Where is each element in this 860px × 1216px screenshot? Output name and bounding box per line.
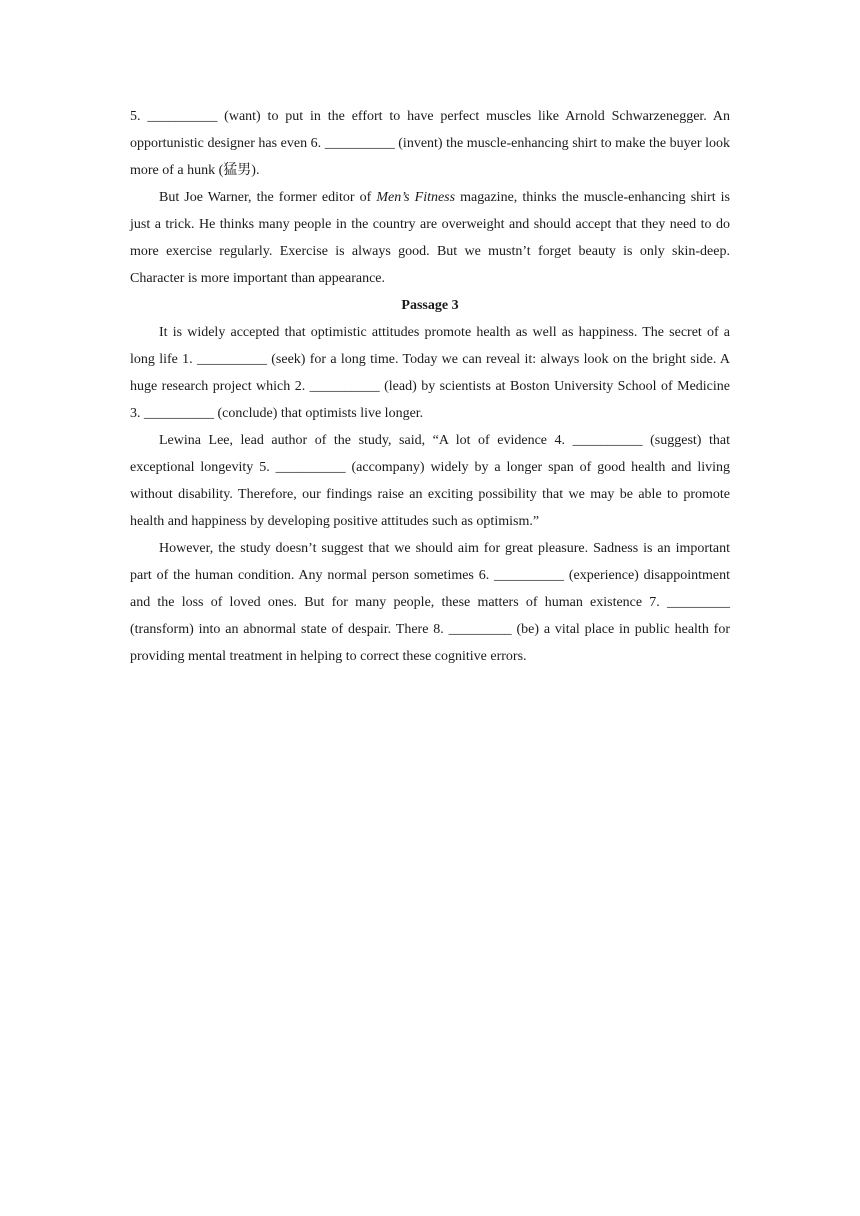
- paragraph-text-after: magazine, thinks the muscle-enhancing shirt is just a trick. He thinks many people in the country are overweight and should accept that they need to do more exercise regularly. Exercise is always good. But we mustn’t forget beauty is only skin-deep. Character is more important than appearance.: [130, 190, 731, 286]
- passage-3-paragraph-1: It is widely accepted that optimistic attitudes promote health as well as happiness. The secret of a long life 1. __________ (seek) for a long time. Today we can reveal it: always look on the bright side. A huge research project which 2. __________ (lead) by scientists at Boston University School of Medicine 3. __________ (conclude) that optimists live longer.: [130, 325, 730, 421]
- paragraph-text-before: But Joe Warner, the former editor of: [159, 190, 377, 205]
- passage-2-paragraph-continued: 5. __________ (want) to put in the effort to have perfect muscles like Arnold Schwarzenegger. An opportunistic designer has even 6. __________ (invent) the muscle-enhancing shirt to make the buyer look more of a hunk (猛男).: [130, 109, 730, 178]
- document-page: [130, 103, 730, 670]
- passage-3-paragraph-2: Lewina Lee, lead author of the study, said, “A lot of evidence 4. __________ (suggest) that exceptional longevity 5. __________ (accompany) widely by a longer span of good health and living without disability. Therefore, our findings raise an exciting possibility that we may be able to promote health and happiness by developing positive attitudes such as optimism.”: [130, 433, 730, 529]
- passage-3-heading: Passage 3: [401, 298, 459, 313]
- passage-2-paragraph-joe-warner: [130, 184, 730, 292]
- passage-3-paragraph-3: However, the study doesn’t suggest that we should aim for great pleasure. Sadness is an important part of the human condition. Any normal person sometimes 6. __________ (experience) disappointment and the loss of loved ones. But for many people, these matters of human existence 7. _________ (transform) into an abnormal state of despair. There 8. _________ (be) a vital place in public health for providing mental treatment in helping to correct these cognitive errors.: [130, 541, 730, 664]
- magazine-title: Men’s Fitness: [376, 190, 456, 205]
